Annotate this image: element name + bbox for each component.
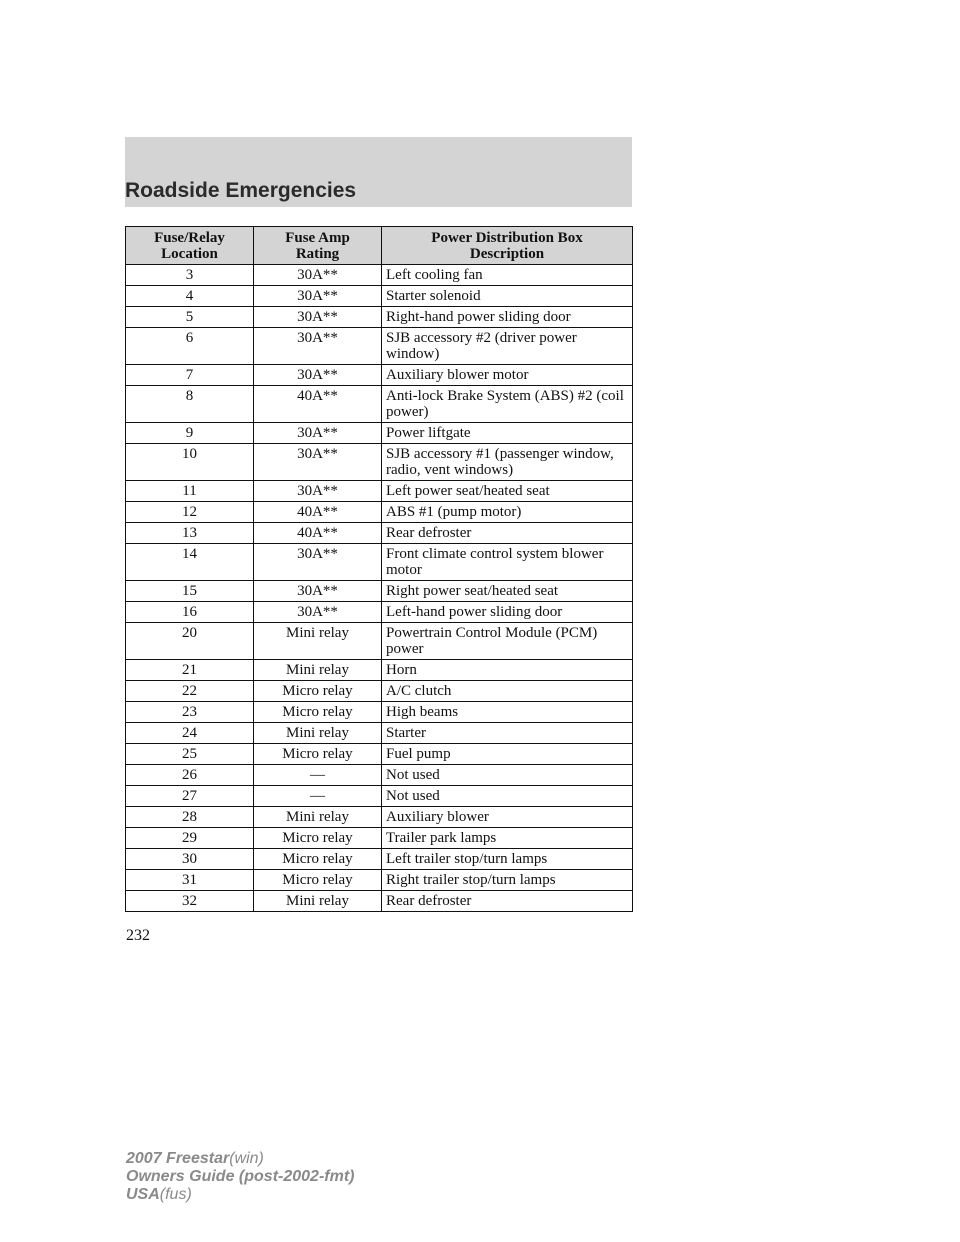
cell-location: 23 (126, 702, 254, 723)
table-row (126, 702, 633, 723)
footer-line-1 (126, 1150, 354, 1168)
cell-rating: 30A** (254, 423, 382, 444)
cell-description: Not used (382, 765, 633, 786)
cell-location: 26 (126, 765, 254, 786)
cell-description: Rear defroster (382, 523, 633, 544)
cell-rating: Micro relay (254, 849, 382, 870)
table-row (126, 849, 633, 870)
cell-rating: 30A** (254, 365, 382, 386)
cell-rating: Micro relay (254, 870, 382, 891)
footer-model: 2007 Freestar (126, 1150, 230, 1167)
table-row (126, 744, 633, 765)
cell-rating: 30A** (254, 602, 382, 623)
cell-rating: 30A** (254, 307, 382, 328)
table-row (126, 870, 633, 891)
table-row (126, 723, 633, 744)
table-row (126, 307, 633, 328)
table-row (126, 786, 633, 807)
table-row (126, 660, 633, 681)
cell-description: Rear defroster (382, 891, 633, 912)
cell-location: 4 (126, 286, 254, 307)
cell-location: 28 (126, 807, 254, 828)
footer-model-code: (win) (229, 1150, 264, 1167)
cell-rating: Mini relay (254, 660, 382, 681)
footer-market-code: (fus) (159, 1186, 192, 1203)
table-row (126, 623, 633, 660)
cell-description: Anti-lock Brake System (ABS) #2 (coil power) (382, 386, 633, 423)
cell-description: ABS #1 (pump motor) (382, 502, 633, 523)
cell-rating: 40A** (254, 523, 382, 544)
cell-description: Front climate control system blower motor (382, 544, 633, 581)
fuse-table (125, 226, 633, 912)
footer-line-2 (126, 1168, 354, 1186)
cell-description: Powertrain Control Module (PCM) power (382, 623, 633, 660)
table-row (126, 386, 633, 423)
cell-rating: Mini relay (254, 723, 382, 744)
table-row (126, 828, 633, 849)
table-row (126, 423, 633, 444)
cell-description: Right power seat/heated seat (382, 581, 633, 602)
cell-location: 10 (126, 444, 254, 481)
cell-rating: Mini relay (254, 807, 382, 828)
cell-rating: Mini relay (254, 623, 382, 660)
table-row (126, 481, 633, 502)
cell-rating: Micro relay (254, 828, 382, 849)
header-location-line2: Location (161, 246, 218, 262)
cell-rating: Mini relay (254, 891, 382, 912)
cell-rating: Micro relay (254, 744, 382, 765)
table-row (126, 328, 633, 365)
cell-rating: — (254, 786, 382, 807)
cell-location: 21 (126, 660, 254, 681)
cell-location: 8 (126, 386, 254, 423)
table-row (126, 444, 633, 481)
cell-location: 16 (126, 602, 254, 623)
footer-market: USA (126, 1186, 160, 1203)
section-header (125, 137, 632, 207)
page-number: 232 (126, 927, 150, 944)
cell-description: Horn (382, 660, 633, 681)
cell-location: 15 (126, 581, 254, 602)
header-description (382, 227, 633, 265)
cell-rating: 30A** (254, 328, 382, 365)
cell-location: 3 (126, 265, 254, 286)
table-row (126, 681, 633, 702)
cell-location: 27 (126, 786, 254, 807)
cell-rating: 30A** (254, 444, 382, 481)
header-location-line1: Fuse/Relay (154, 230, 225, 246)
table-row (126, 581, 633, 602)
header-description-line2: Description (469, 246, 545, 262)
cell-location: 11 (126, 481, 254, 502)
table-row (126, 523, 633, 544)
document-footer (126, 1150, 354, 1204)
table-row (126, 544, 633, 581)
header-rating (254, 227, 382, 265)
cell-description: SJB accessory #2 (driver power window) (382, 328, 633, 365)
table-row (126, 265, 633, 286)
cell-rating: 30A** (254, 581, 382, 602)
cell-rating: 30A** (254, 265, 382, 286)
cell-location: 31 (126, 870, 254, 891)
cell-location: 12 (126, 502, 254, 523)
cell-location: 20 (126, 623, 254, 660)
cell-description: Auxiliary blower (382, 807, 633, 828)
cell-description: SJB accessory #1 (passenger window, radio, vent windows) (382, 444, 633, 481)
cell-description: Right trailer stop/turn lamps (382, 870, 633, 891)
cell-description: Power liftgate (382, 423, 633, 444)
cell-description: Right-hand power sliding door (382, 307, 633, 328)
cell-description: Trailer park lamps (382, 828, 633, 849)
table-body (126, 265, 633, 912)
header-rating-line2: Rating (295, 246, 340, 262)
table-row (126, 365, 633, 386)
footer-line-3 (126, 1186, 354, 1204)
table-header-row (126, 227, 633, 265)
cell-location: 25 (126, 744, 254, 765)
cell-location: 7 (126, 365, 254, 386)
cell-description: Fuel pump (382, 744, 633, 765)
table-row (126, 765, 633, 786)
table-row (126, 891, 633, 912)
cell-description: A/C clutch (382, 681, 633, 702)
cell-location: 29 (126, 828, 254, 849)
cell-rating: 30A** (254, 544, 382, 581)
cell-rating: 30A** (254, 481, 382, 502)
cell-description: Starter (382, 723, 633, 744)
cell-location: 13 (126, 523, 254, 544)
cell-rating: Micro relay (254, 702, 382, 723)
cell-location: 30 (126, 849, 254, 870)
cell-description: Starter solenoid (382, 286, 633, 307)
cell-location: 24 (126, 723, 254, 744)
footer-guide: Owners Guide (post-2002-fmt) (126, 1168, 355, 1185)
table-row (126, 286, 633, 307)
cell-rating: 30A** (254, 286, 382, 307)
cell-rating: — (254, 765, 382, 786)
header-location (126, 227, 254, 265)
cell-description: Not used (382, 786, 633, 807)
cell-description: Left cooling fan (382, 265, 633, 286)
cell-description: Auxiliary blower motor (382, 365, 633, 386)
section-title: Roadside Emergencies (125, 179, 357, 202)
cell-rating: Micro relay (254, 681, 382, 702)
cell-rating: 40A** (254, 502, 382, 523)
table-row (126, 602, 633, 623)
header-rating-line1: Fuse Amp (285, 230, 350, 246)
cell-description: Left trailer stop/turn lamps (382, 849, 633, 870)
cell-location: 9 (126, 423, 254, 444)
cell-description: Left-hand power sliding door (382, 602, 633, 623)
cell-location: 32 (126, 891, 254, 912)
cell-location: 5 (126, 307, 254, 328)
cell-location: 14 (126, 544, 254, 581)
table-row (126, 807, 633, 828)
header-description-line1: Power Distribution Box (431, 230, 583, 246)
cell-rating: 40A** (254, 386, 382, 423)
cell-location: 6 (126, 328, 254, 365)
table-row (126, 502, 633, 523)
cell-description: Left power seat/heated seat (382, 481, 633, 502)
cell-description: High beams (382, 702, 633, 723)
cell-location: 22 (126, 681, 254, 702)
